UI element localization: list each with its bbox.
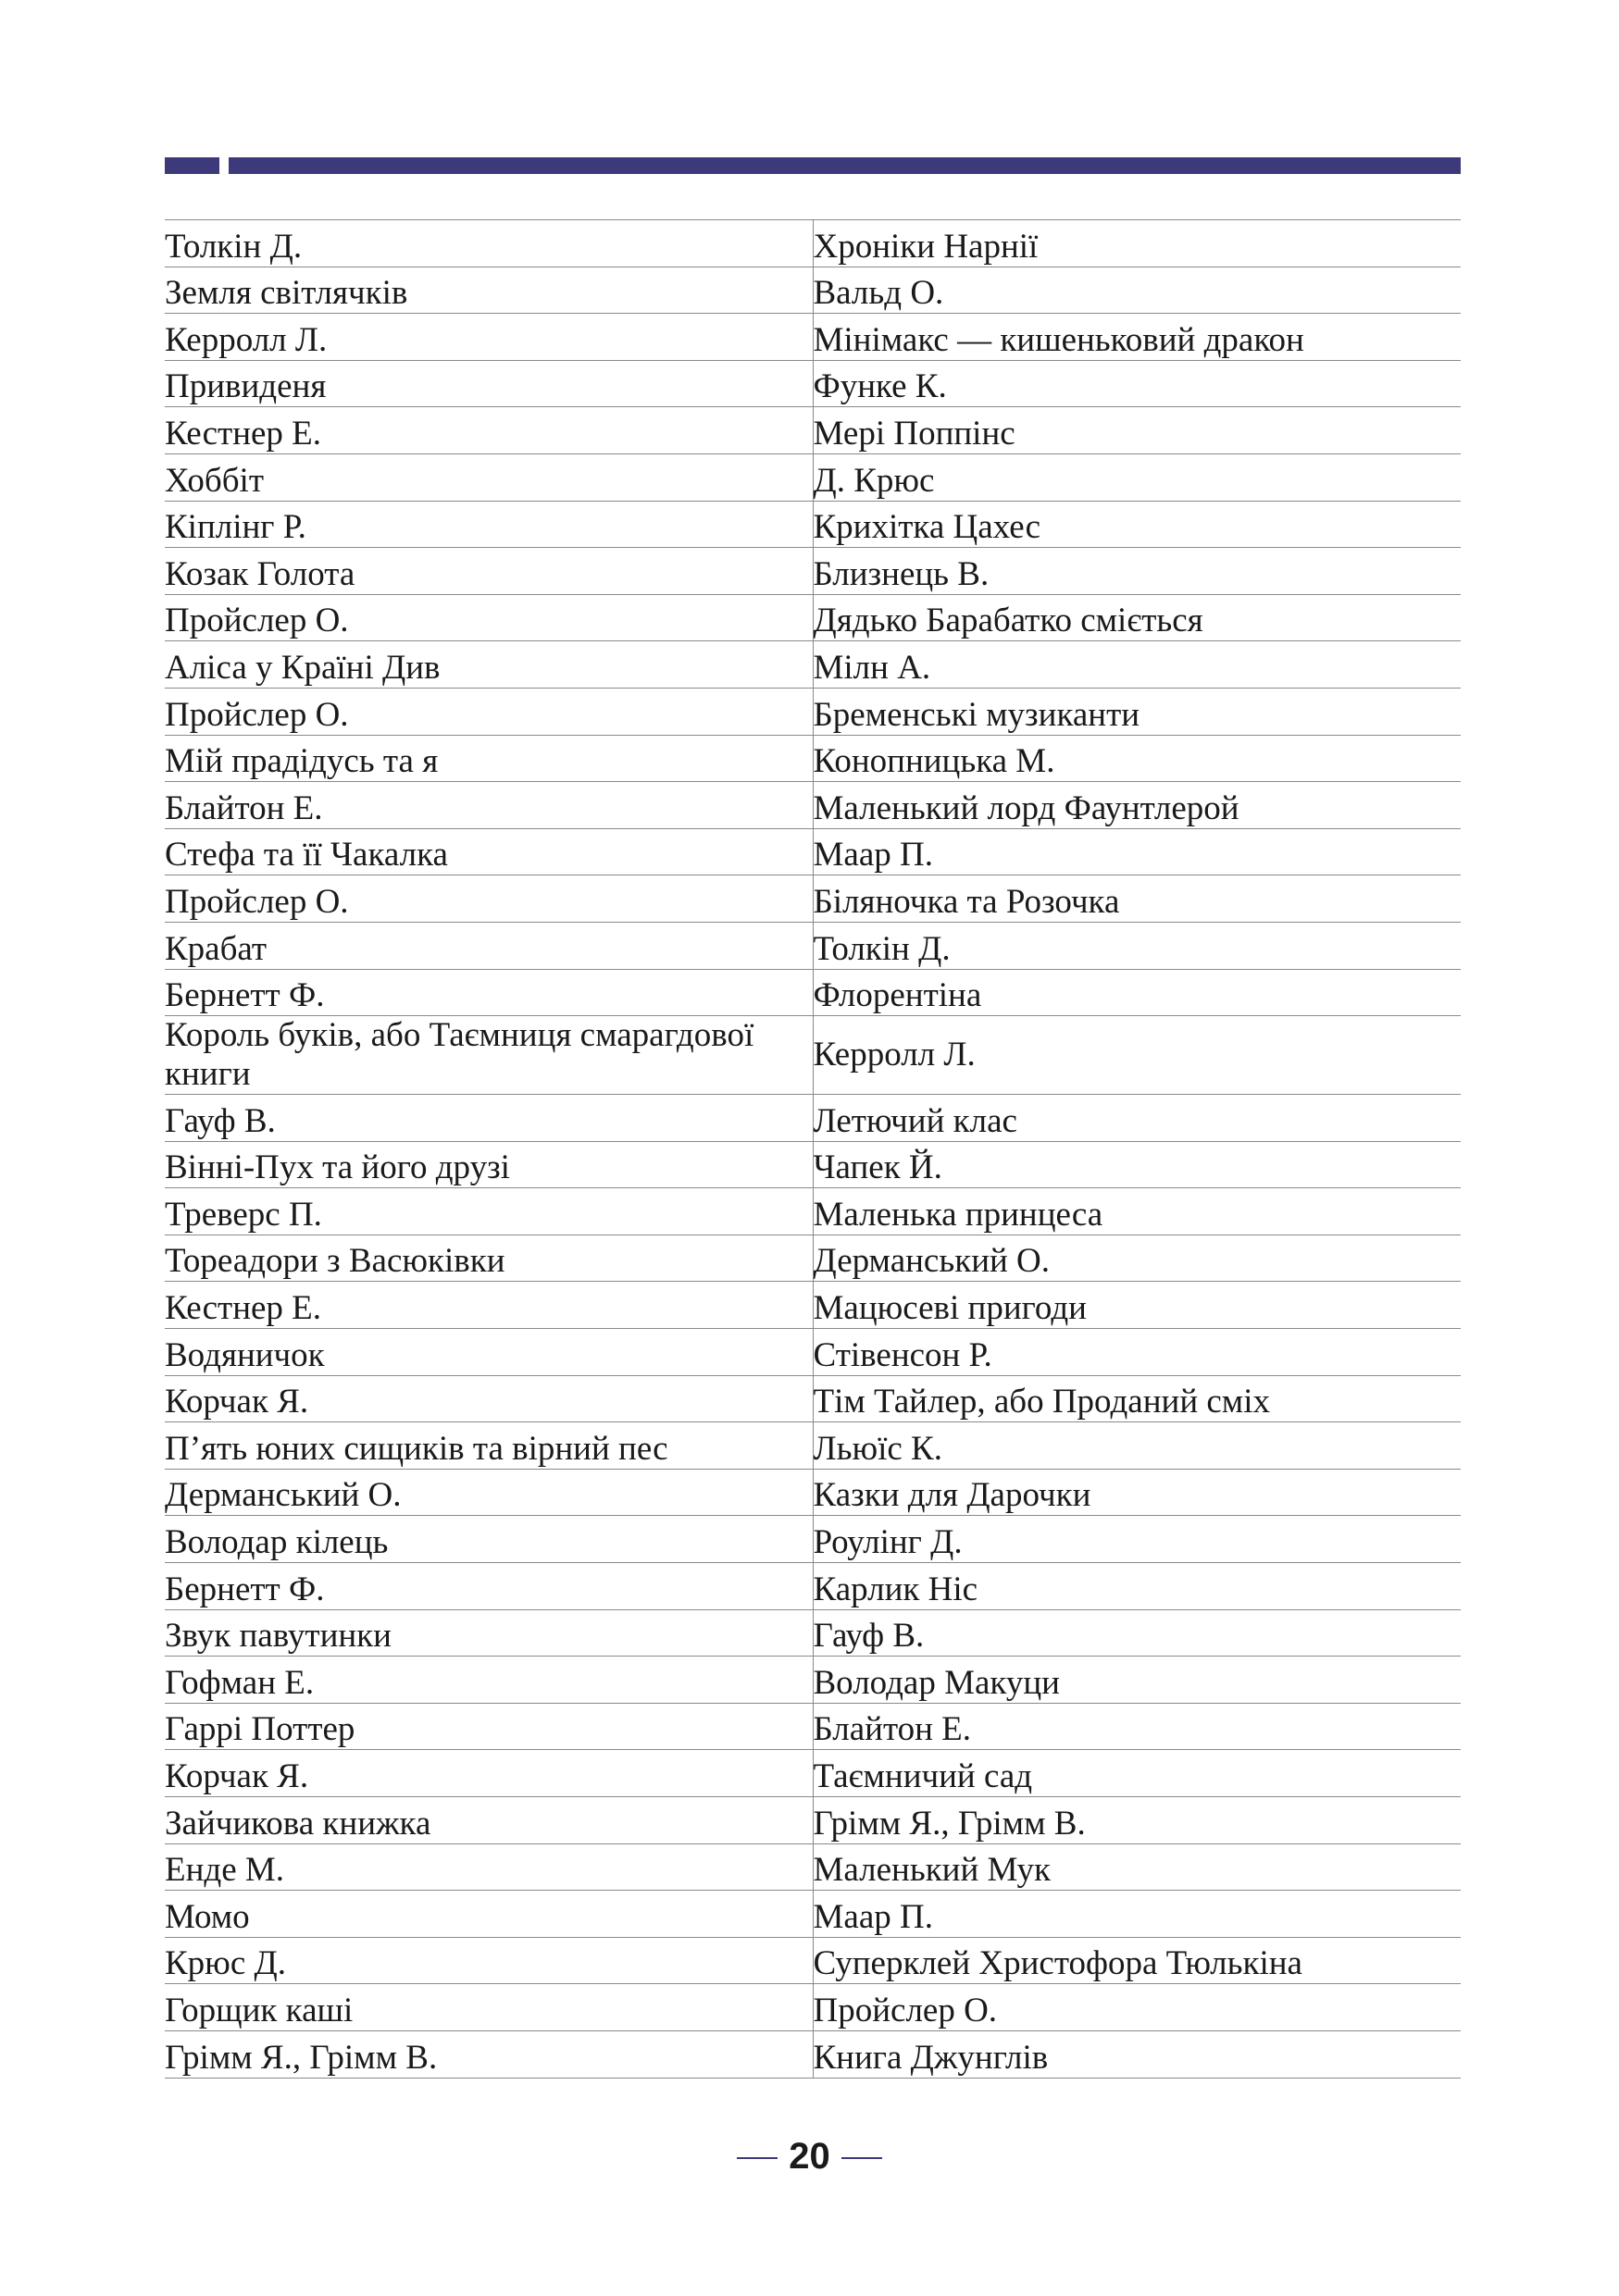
right-column-cell: Толкін Д. [813, 922, 1461, 969]
left-column-cell: Момо [165, 1891, 813, 1938]
table-row [165, 1797, 1461, 1844]
right-column-cell: Суперклей Христофора Тюлькіна [813, 1937, 1461, 1984]
left-column-cell: Хоббіт [165, 453, 813, 501]
right-column-cell: Чапек Й. [813, 1141, 1461, 1188]
left-column-cell: Крабат [165, 922, 813, 969]
right-column-cell: Хроніки Нарнії [813, 220, 1461, 267]
left-column-cell: Земля світлячків [165, 267, 813, 314]
right-column-cell: Мілн А. [813, 641, 1461, 689]
page-footer [0, 2136, 1619, 2178]
left-column-cell: Бернетт Ф. [165, 969, 813, 1016]
footer-dash-right [841, 2157, 882, 2159]
table-row [165, 641, 1461, 689]
right-column-cell: Казки для Дарочки [813, 1469, 1461, 1516]
right-column-cell: Маленький лорд Фаунтлерой [813, 782, 1461, 829]
table-row [165, 1016, 1461, 1095]
table-row [165, 735, 1461, 782]
right-column-cell: Мері Поппінс [813, 407, 1461, 454]
left-column-cell: Пройслер О. [165, 594, 813, 641]
table-row [165, 314, 1461, 361]
header-rule [165, 157, 1461, 174]
matching-table [165, 219, 1461, 2079]
left-column-cell: Горщик каші [165, 1984, 813, 2031]
left-column-cell: Енде М. [165, 1843, 813, 1891]
table-row [165, 1891, 1461, 1938]
left-column-cell: Аліса у Країні Див [165, 641, 813, 689]
right-column-cell: Конопницька М. [813, 735, 1461, 782]
table-row [165, 360, 1461, 407]
right-column-cell: Гауф В. [813, 1609, 1461, 1657]
header-rule-short-segment [165, 157, 219, 174]
table-row [165, 1609, 1461, 1657]
left-column-cell: Корчак Я. [165, 1750, 813, 1797]
left-column-cell: Гофман Е. [165, 1657, 813, 1704]
table-row [165, 1657, 1461, 1704]
right-column-cell: Флорентіна [813, 969, 1461, 1016]
right-column-cell: Близнець В. [813, 548, 1461, 595]
left-column-cell: Кіплінг Р. [165, 501, 813, 548]
left-column-cell: Тореадори з Васюківки [165, 1235, 813, 1282]
right-column-cell: Функе К. [813, 360, 1461, 407]
table-row [165, 969, 1461, 1016]
left-column-cell: Привиденя [165, 360, 813, 407]
left-column-cell: Бернетт Ф. [165, 1563, 813, 1610]
left-column-cell: Крюс Д. [165, 1937, 813, 1984]
table-row [165, 1141, 1461, 1188]
table-row [165, 1750, 1461, 1797]
table-row [165, 1375, 1461, 1422]
left-column-cell: Блайтон Е. [165, 782, 813, 829]
table-row [165, 1235, 1461, 1282]
right-column-cell: Крихітка Цахес [813, 501, 1461, 548]
table-row [165, 501, 1461, 548]
matching-table-body [165, 220, 1461, 2079]
left-column-cell: Керролл Л. [165, 314, 813, 361]
table-row [165, 828, 1461, 875]
right-column-cell: Біляночка та Розочка [813, 875, 1461, 923]
left-column-cell: Корчак Я. [165, 1375, 813, 1422]
right-column-cell: Мінімакс — кишеньковий дракон [813, 314, 1461, 361]
right-column-cell: Блайтон Е. [813, 1703, 1461, 1750]
left-column-cell: Козак Голота [165, 548, 813, 595]
table-row [165, 688, 1461, 735]
left-column-cell: Треверс П. [165, 1188, 813, 1235]
table-row [165, 453, 1461, 501]
right-column-cell: Володар Макуци [813, 1657, 1461, 1704]
table-row [165, 875, 1461, 923]
right-column-cell: Маар П. [813, 1891, 1461, 1938]
table-row [165, 1329, 1461, 1376]
right-column-cell: Грімм Я., Грімм В. [813, 1797, 1461, 1844]
right-column-cell: Маар П. [813, 828, 1461, 875]
left-column-cell: Гаррі Поттер [165, 1703, 813, 1750]
table-row [165, 1703, 1461, 1750]
table-row [165, 1843, 1461, 1891]
table-row [165, 220, 1461, 267]
left-column-cell: Грімм Я., Грімм В. [165, 2030, 813, 2078]
left-column-cell: Гауф В. [165, 1095, 813, 1142]
table-row [165, 782, 1461, 829]
table-row [165, 1282, 1461, 1329]
right-column-cell: Карлик Ніс [813, 1563, 1461, 1610]
left-column-cell: Пройслер О. [165, 688, 813, 735]
table-row [165, 548, 1461, 595]
left-column-cell: Зайчикова книжка [165, 1797, 813, 1844]
left-column-cell: Водяничок [165, 1329, 813, 1376]
left-column-cell: Дерманський О. [165, 1469, 813, 1516]
table-row [165, 407, 1461, 454]
right-column-cell: Книга Джунглів [813, 2030, 1461, 2078]
right-column-cell: Роулінг Д. [813, 1516, 1461, 1563]
table-row [165, 922, 1461, 969]
right-column-cell: Вальд О. [813, 267, 1461, 314]
table-row [165, 1937, 1461, 1984]
table-row [165, 1984, 1461, 2031]
left-column-cell: Володар кілець [165, 1516, 813, 1563]
page-number: 20 [789, 2136, 830, 2177]
left-column-cell: П’ять юних сищиків та вірний пес [165, 1422, 813, 1470]
table-row [165, 1563, 1461, 1610]
right-column-cell: Д. Крюс [813, 453, 1461, 501]
table-row [165, 1188, 1461, 1235]
right-column-cell: Стівенсон Р. [813, 1329, 1461, 1376]
left-column-cell: Король буків, або Таємниця смарагдової книги [165, 1016, 813, 1095]
left-column-cell: Вінні-Пух та його друзі [165, 1141, 813, 1188]
left-column-cell: Пройслер О. [165, 875, 813, 923]
right-column-cell: Летючий клас [813, 1095, 1461, 1142]
footer-dash-left [737, 2157, 778, 2159]
right-column-cell: Маленька принцеса [813, 1188, 1461, 1235]
left-column-cell: Кестнер Е. [165, 1282, 813, 1329]
table-row [165, 1469, 1461, 1516]
right-column-cell: Маленький Мук [813, 1843, 1461, 1891]
header-rule-long-segment [229, 157, 1461, 174]
left-column-cell: Кестнер Е. [165, 407, 813, 454]
right-column-cell: Керролл Л. [813, 1016, 1461, 1095]
table-row [165, 1516, 1461, 1563]
right-column-cell: Дерманський О. [813, 1235, 1461, 1282]
left-column-cell: Толкін Д. [165, 220, 813, 267]
right-column-cell: Пройслер О. [813, 1984, 1461, 2031]
table-row [165, 1095, 1461, 1142]
table-row [165, 1422, 1461, 1470]
table-row [165, 2030, 1461, 2078]
right-column-cell: Льюїс К. [813, 1422, 1461, 1470]
left-column-cell: Мій прадідусь та я [165, 735, 813, 782]
right-column-cell: Бременські музиканти [813, 688, 1461, 735]
left-column-cell: Стефа та її Чакалка [165, 828, 813, 875]
left-column-cell: Звук павутинки [165, 1609, 813, 1657]
right-column-cell: Таємничий сад [813, 1750, 1461, 1797]
table-row [165, 594, 1461, 641]
right-column-cell: Мацюсеві пригоди [813, 1282, 1461, 1329]
table-row [165, 267, 1461, 314]
right-column-cell: Дядько Барабатко сміється [813, 594, 1461, 641]
right-column-cell: Тім Тайлер, або Проданий сміх [813, 1375, 1461, 1422]
matching-table-container [165, 219, 1461, 2079]
